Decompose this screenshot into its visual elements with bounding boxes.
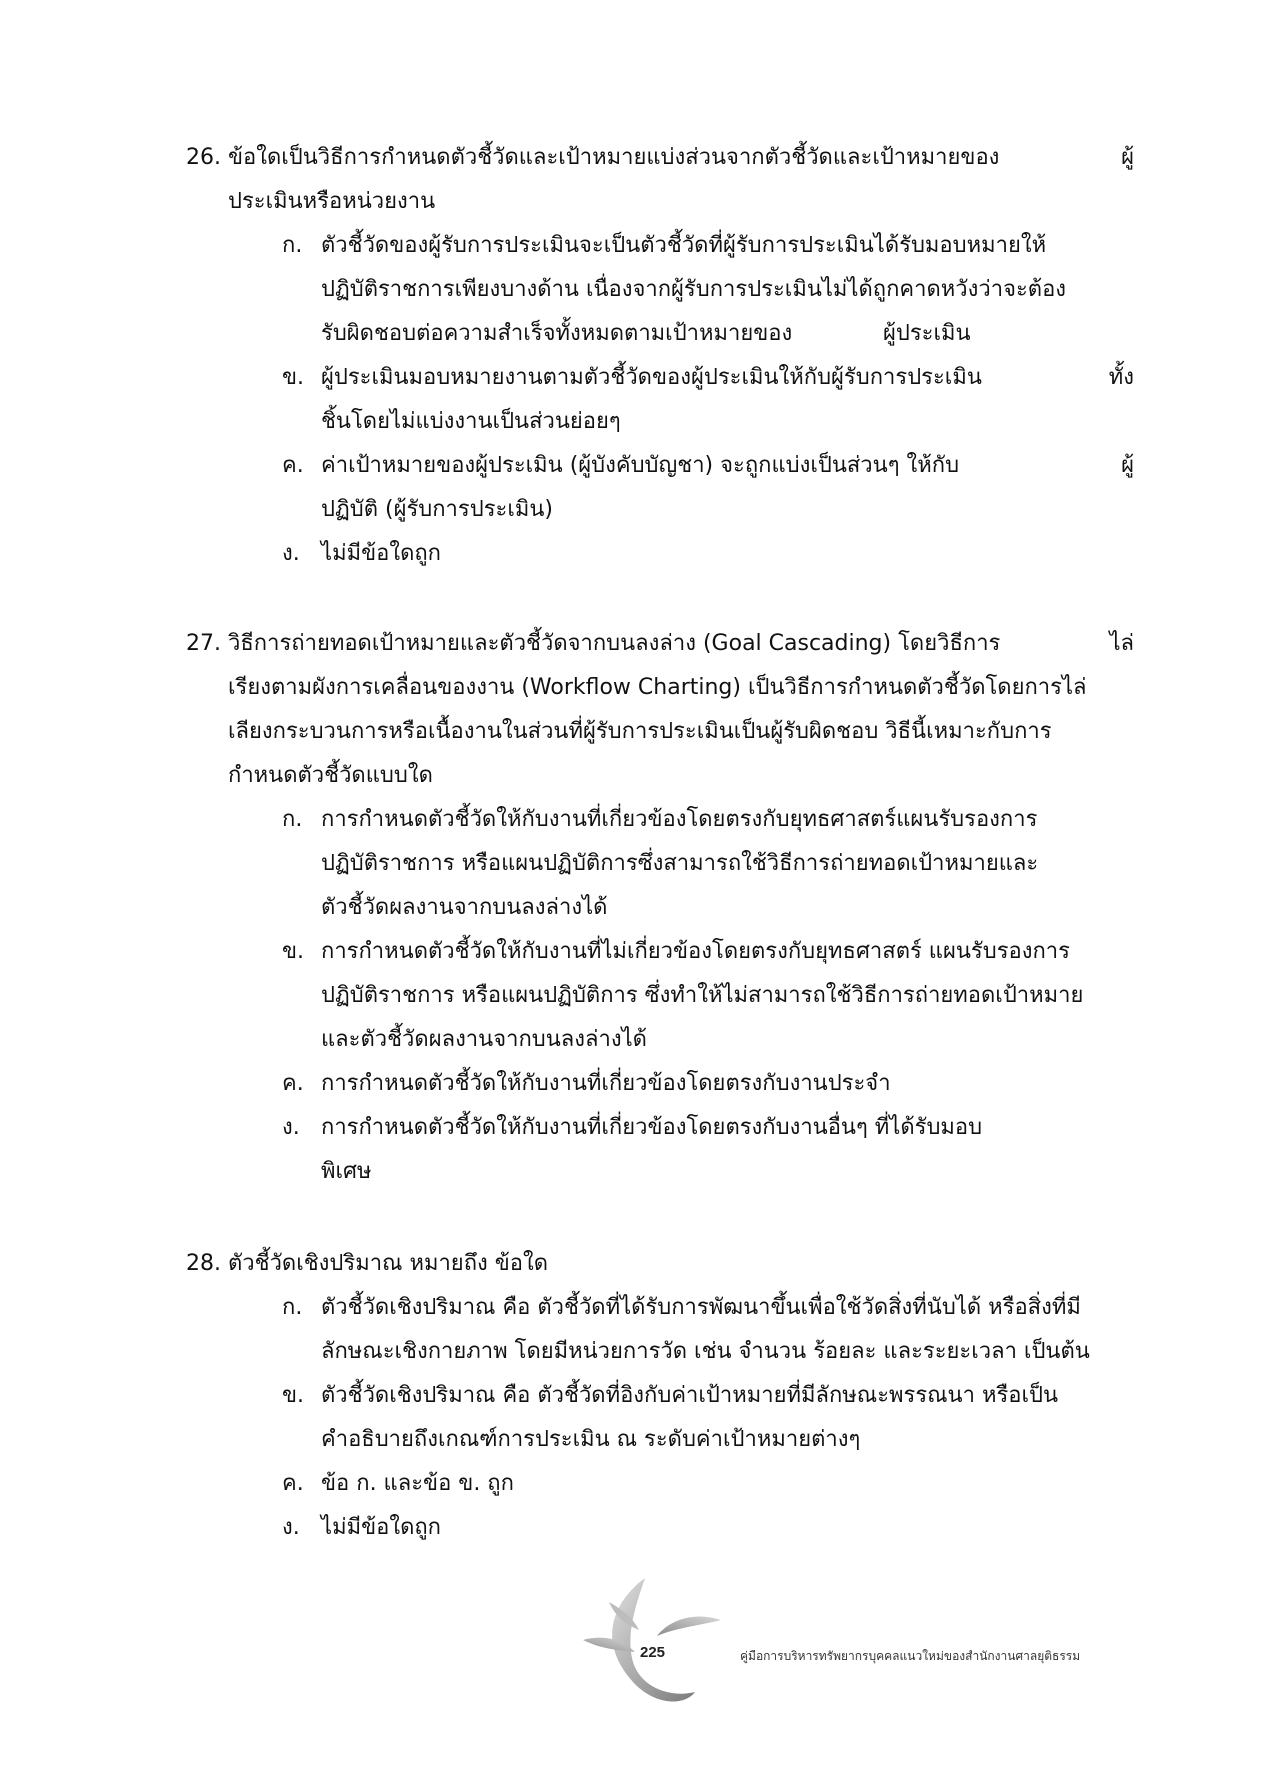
answer-option-b (186, 1374, 1134, 1462)
question-line (186, 666, 1134, 710)
question-text-tail: ไล่ (1109, 631, 1134, 656)
option-line (321, 444, 1134, 488)
question-number: 27. (186, 631, 221, 656)
option-text: การกำหนดตัวชี้วัดให้กับงานที่เกี่ยวข้องโดยตรงกับยุทธศาสตร์แผนรับรองการ (321, 807, 1038, 832)
option-letter: ก. (282, 1295, 303, 1320)
answer-option-d (186, 1106, 1134, 1194)
option-letter: ข. (282, 1383, 305, 1408)
option-letter: ค. (282, 453, 304, 478)
answer-option-a (186, 798, 1134, 930)
option-letter: ก. (282, 233, 303, 258)
option-letter: ข. (282, 365, 305, 390)
answer-option-b (186, 930, 1134, 1062)
answer-option-a (186, 224, 1134, 356)
option-letter: ค. (282, 1071, 304, 1096)
question-text: ประเมินหรือหน่วยงาน (228, 189, 436, 214)
answer-option-c (186, 444, 1134, 532)
answer-option-b (186, 356, 1134, 444)
answer-option-d (186, 532, 1134, 576)
option-text-tail: ทั้ง (1108, 365, 1134, 390)
question-text: เรียงตามผังการเคลื่อนของงาน (Workflow Charting) เป็นวิธีการกำหนดตัวชี้วัดโดยการไล่ (228, 675, 1087, 700)
option-text: ปฏิบัติราชการ หรือแผนปฏิบัติการซึ่งสามารถใช้วิธีการถ่ายทอดเป้าหมายและ (321, 851, 1039, 876)
option-text: คำอธิบายถึงเกณฑ์การประเมิน ณ ระดับค่าเป้าหมายต่างๆ (321, 1427, 861, 1452)
option-letter: ก. (282, 807, 303, 832)
option-text: ค่าเป้าหมายของผู้ประเมิน (ผู้บังคับบัญชา) จะถูกแบ่งเป็นส่วนๆ ให้กับ (321, 453, 960, 478)
option-text: การกำหนดตัวชี้วัดให้กับงานที่ไม่เกี่ยวข้องโดยตรงกับยุทธศาสตร์ แผนรับรองการ (321, 939, 1070, 964)
option-text: ตัวชี้วัดเชิงปริมาณ คือ ตัวชี้วัดที่ได้รับการพัฒนาขึ้นเพื่อใช้วัดสิ่งที่นับได้ หรือสิ่งที่มี (321, 1295, 1081, 1320)
option-letter: ง. (282, 541, 300, 566)
option-line (321, 312, 1134, 356)
question-line (186, 754, 1134, 798)
option-text: ไม่มีข้อใดถูก (321, 1515, 441, 1540)
option-text: ชิ้นโดยไม่แบ่งงานเป็นส่วนย่อยๆ (321, 409, 621, 434)
question-line (186, 1242, 1134, 1286)
option-letter: ง. (282, 1515, 300, 1540)
option-text: ปฏิบัติราชการ หรือแผนปฏิบัติการ ซึ่งทำให้ไม่สามารถใช้วิธีการถ่ายทอดเป้าหมาย (321, 983, 1084, 1008)
answer-option-c (186, 1062, 1134, 1106)
option-text: และตัวชี้วัดผลงานจากบนลงล่างได้ (321, 1027, 647, 1052)
option-letter: ง. (282, 1115, 300, 1140)
page-footer (0, 1570, 1276, 1720)
page-number: 225 (640, 1644, 666, 1661)
option-text: ลักษณะเชิงกายภาพ โดยมีหน่วยการวัด เช่น จำนวน ร้อยละ และระยะเวลา เป็นต้น (321, 1339, 1090, 1364)
answer-options (186, 1286, 1134, 1550)
option-text: ตัวชี้วัดของผู้รับการประเมินจะเป็นตัวชี้วัดที่ผู้รับการประเมินได้รับมอบหมายให้ (321, 233, 1047, 258)
question-line (186, 136, 1134, 180)
option-letter: ค. (282, 1471, 304, 1496)
option-text: ผู้ประเมินมอบหมายงานตามตัวชี้วัดของผู้ประเมินให้กับผู้รับการประเมิน (321, 365, 982, 390)
answer-options (186, 224, 1134, 576)
swirl-logo-icon (575, 1570, 725, 1710)
answer-options (186, 798, 1134, 1194)
question-text: ตัวชี้วัดเชิงปริมาณ หมายถึง ข้อใด (228, 1251, 549, 1276)
question-text: กำหนดตัวชี้วัดแบบใด (228, 763, 433, 788)
question-text-tail: ผู้ (1121, 145, 1134, 170)
option-text: รับผิดชอบต่อความสำเร็จทั้งหมดตามเป้าหมายของ (321, 321, 793, 346)
question-26 (186, 136, 1134, 576)
option-letter: ข. (282, 939, 305, 964)
question-text: วิธีการถ่ายทอดเป้าหมายและตัวชี้วัดจากบนลงล่าง (Goal Cascading) โดยวิธีการ (228, 631, 1001, 656)
question-line (186, 622, 1134, 666)
question-line (186, 180, 1134, 224)
option-text: การกำหนดตัวชี้วัดให้กับงานที่เกี่ยวข้องโดยตรงกับงานประจำ (321, 1071, 891, 1096)
option-text: ข้อ ก. และข้อ ข. ถูก (321, 1471, 514, 1496)
option-text: ตัวชี้วัดเชิงปริมาณ คือ ตัวชี้วัดที่อิงกับค่าเป้าหมายที่มีลักษณะพรรณนา หรือเป็น (321, 1383, 1058, 1408)
option-text: การกำหนดตัวชี้วัดให้กับงานที่เกี่ยวข้องโดยตรงกับงานอื่นๆ ที่ได้รับมอบ (321, 1115, 983, 1140)
footer-title: คู่มือการบริหารทรัพยากรบุคคลแนวใหม่ของสำนักงานศาลยุติธรรม (740, 1649, 1081, 1663)
answer-option-a (186, 1286, 1134, 1374)
question-line (186, 710, 1134, 754)
option-text-tail: ผู้ (1121, 453, 1134, 478)
question-number: 28. (186, 1251, 221, 1276)
option-text: ตัวชี้วัดผลงานจากบนลงล่างได้ (321, 895, 608, 920)
answer-option-c (186, 1462, 1134, 1506)
option-text: ปฏิบัติ (ผู้รับการประเมิน) (321, 497, 553, 522)
question-number: 26. (186, 145, 221, 170)
question-text: เลียงกระบวนการหรือเนื้องานในส่วนที่ผู้รับการประเมินเป็นผู้รับผิดชอบ วิธีนี้เหมาะกับการ (228, 719, 1052, 744)
option-text: พิเศษ (321, 1159, 372, 1184)
option-text: ปฏิบัติราชการเพียงบางด้าน เนื่องจากผู้รับการประเมินไม่ได้ถูกคาดหวังว่าจะต้อง (321, 277, 1067, 302)
option-line (321, 356, 1134, 400)
option-text: ไม่มีข้อใดถูก (321, 541, 441, 566)
answer-option-d (186, 1506, 1134, 1550)
question-text: ข้อใดเป็นวิธีการกำหนดตัวชี้วัดและเป้าหมายแบ่งส่วนจากตัวชี้วัดและเป้าหมายของ (228, 145, 1000, 170)
question-27 (186, 622, 1134, 1194)
question-28 (186, 1242, 1134, 1550)
option-text-tail: ผู้ประเมิน (883, 321, 971, 346)
